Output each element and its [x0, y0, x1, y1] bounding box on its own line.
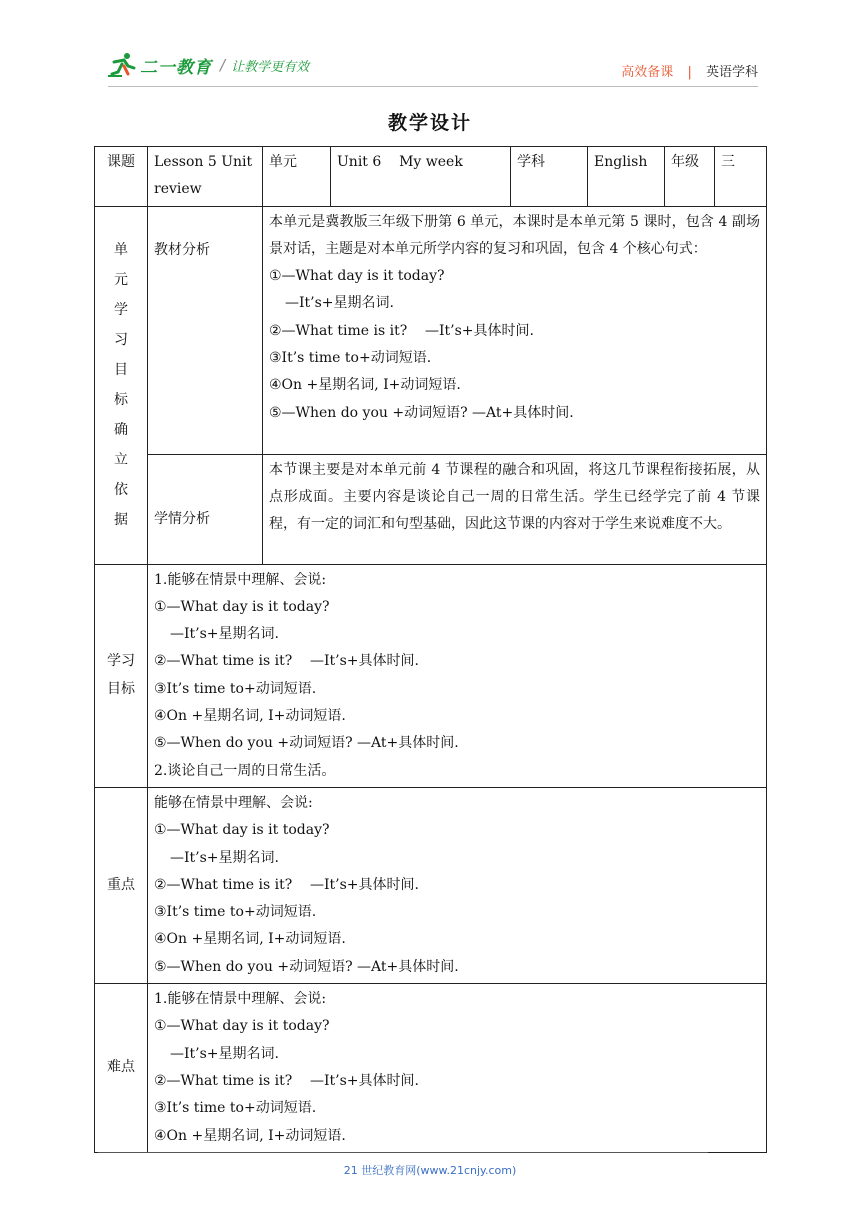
subject-value: English — [588, 147, 665, 207]
difficulty-line: ①—What day is it today? — [154, 1018, 330, 1035]
basis-char: 元 — [114, 272, 128, 289]
difficulties-content — [148, 984, 767, 1153]
topic-value: Lesson 5 Unit review — [148, 147, 263, 207]
key-point-line: —It’s+星期名词. — [170, 849, 279, 866]
objective-line: ⑤—When do you +动词短语? —At+具体时间. — [154, 735, 459, 752]
difficulties-row — [95, 984, 767, 1153]
material-line: ③It’s time to+动词短语. — [269, 350, 432, 367]
runner-logo-icon — [108, 52, 136, 78]
key-point-line: ④On +星期名词, I+动词短语. — [154, 931, 346, 948]
learner-label: 学情分析 — [148, 454, 263, 564]
learner-paragraph: 本节课主要是对本单元前 4 节课程的融合和巩固，将这几节课程衔接拓展，从点形成面。主要内容是谈论自己一周的日常生活。学生已经学完了前 4 节课程，有一定的词汇和句型基础，因此这节课的内容对于学生来说难度不大。 — [269, 461, 760, 533]
basis-char: 学 — [114, 302, 128, 319]
material-content — [263, 206, 767, 454]
difficulty-line: ③It’s time to+动词短语. — [154, 1100, 317, 1117]
objective-line: ④On +星期名词, I+动词短语. — [154, 708, 346, 725]
header-divider — [108, 86, 758, 87]
key-point-line: ⑤—When do you +动词短语? —At+具体时间. — [154, 958, 459, 975]
lesson-plan-table — [94, 146, 767, 1153]
document-title: 教学设计 — [387, 112, 472, 134]
subject-label: 学科 — [511, 147, 588, 207]
objective-line: ③It’s time to+动词短语. — [154, 680, 317, 697]
material-line: ④On +星期名词, I+动词短语. — [269, 377, 461, 394]
key-point-line: ③It’s time to+动词短语. — [154, 904, 317, 921]
basis-char: 据 — [114, 512, 128, 529]
header-separator: | — [687, 65, 692, 80]
footer-link[interactable]: 21 世纪教育网(www.21cnjy.com) — [343, 1164, 517, 1177]
objective-line: 1.能够在情景中理解、会说: — [154, 571, 327, 588]
difficulty-line: ②—What time is it? —It’s+具体时间. — [154, 1072, 419, 1089]
logo-divider: / — [220, 56, 226, 74]
objectives-label-line: 学习 — [107, 653, 135, 670]
basis-char: 确 — [114, 422, 128, 439]
material-line: ①—What day is it today? — [269, 268, 445, 285]
grade-label: 年级 — [665, 147, 715, 207]
footer-divider — [98, 1152, 708, 1153]
header-primary-text: 高效备课 — [621, 65, 674, 80]
key-point-line: ①—What day is it today? — [154, 822, 330, 839]
header-right — [621, 61, 758, 80]
objectives-label — [95, 564, 148, 787]
key-points-row — [95, 787, 767, 983]
slogan: 让教学更有效 — [231, 59, 310, 75]
difficulty-line: 1.能够在情景中理解、会说: — [154, 991, 327, 1008]
basis-char: 单 — [114, 242, 128, 259]
basis-char: 立 — [114, 452, 128, 469]
material-analysis-row — [95, 206, 767, 454]
grade-value: 三 — [715, 147, 767, 207]
objective-line: ②—What time is it? —It’s+具体时间. — [154, 653, 419, 670]
key-points-content — [148, 787, 767, 983]
key-point-line: 能够在情景中理解、会说: — [154, 794, 313, 811]
basis-char: 标 — [114, 392, 128, 409]
objective-line: ①—What day is it today? — [154, 598, 330, 615]
material-label: 教材分析 — [148, 206, 263, 454]
key-point-line: ②—What time is it? —It’s+具体时间. — [154, 876, 419, 893]
material-line: —It’s+星期名词. — [285, 295, 394, 312]
key-points-label: 重点 — [95, 787, 148, 983]
page-header — [0, 0, 860, 100]
topic-label: 课题 — [95, 147, 148, 207]
header-subject-text: 英语学科 — [705, 65, 758, 80]
brand-logo[interactable] — [108, 52, 309, 78]
objective-line: 2.谈论自己一周的日常生活。 — [154, 762, 336, 779]
basis-char: 依 — [114, 482, 128, 499]
objectives-row — [95, 564, 767, 787]
basis-char: 目 — [114, 362, 128, 379]
objective-line: —It’s+星期名词. — [170, 626, 279, 643]
difficulty-line: —It’s+星期名词. — [170, 1045, 279, 1062]
basis-label — [95, 206, 148, 564]
info-row — [95, 147, 767, 207]
material-paragraph: 本单元是冀教版三年级下册第 6 单元，本课时是本单元第 5 课时，包含 4 副场景对话，主题是对本单元所学内容的复习和巩固，包含 4 个核心句式： — [269, 213, 760, 257]
objectives-content — [148, 564, 767, 787]
difficulty-line: ④On +星期名词, I+动词短语. — [154, 1127, 346, 1144]
material-line: ⑤—When do you +动词短语? —At+具体时间. — [269, 404, 574, 421]
logo-text: 二一教育 — [140, 57, 212, 78]
objectives-label-line: 目标 — [107, 680, 135, 697]
learner-analysis-row — [95, 454, 767, 564]
unit-label: 单元 — [263, 147, 331, 207]
learner-content — [263, 454, 767, 564]
basis-char: 习 — [114, 332, 128, 349]
material-line: ②—What time is it? —It’s+具体时间. — [269, 322, 534, 339]
unit-value: Unit 6 My week — [331, 147, 511, 207]
difficulties-label: 难点 — [95, 984, 148, 1153]
